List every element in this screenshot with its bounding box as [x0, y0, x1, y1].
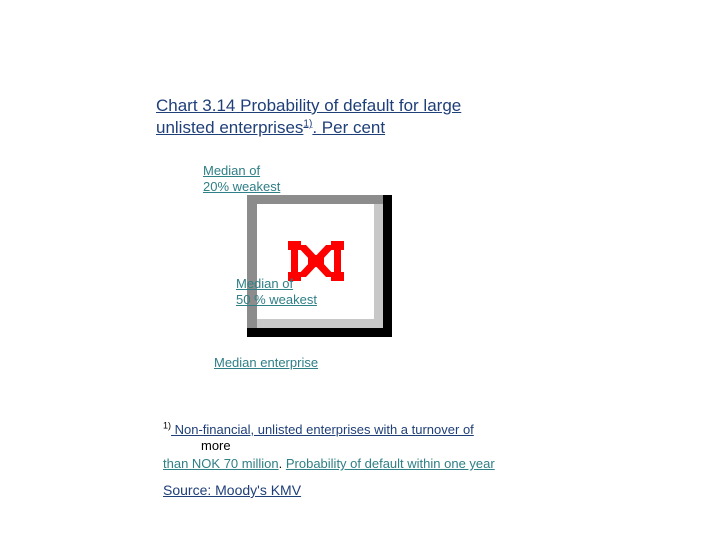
title-footnote-marker: 1) [303, 118, 313, 130]
footnote-text-3c: Probability of [285, 456, 362, 471]
chart-title-text-2: unlisted enterprises [156, 118, 304, 137]
chart-title-text-1: Probability of default for large [235, 96, 462, 115]
footnote-line3 [163, 456, 495, 472]
chart-title-line1 [156, 95, 461, 117]
unit-label: Per cent [321, 118, 386, 137]
label-median-50-weakest [236, 276, 317, 308]
title-dot: . [312, 118, 322, 137]
source-note: Source: Moody's KMV [163, 482, 302, 498]
footnote-line2: more [201, 438, 231, 453]
footnote-marker: 1) [163, 420, 172, 431]
label-median-20-weakest [203, 163, 280, 195]
label-50-line2: 50 % weakest [236, 292, 317, 307]
broken-image-x-icon [288, 241, 344, 281]
footnote-line1 [163, 422, 474, 438]
footnote-text-3a: than NOK 70 million [163, 456, 279, 471]
label-50-line1: Median of [236, 276, 294, 291]
footnote-text-3b: . [278, 456, 286, 471]
chart-title [156, 95, 461, 139]
label-20-line2: 20% weakest [203, 179, 281, 194]
label-20-line1: Median of [203, 163, 261, 178]
label-median-enterprise: Median enterprise [214, 355, 319, 370]
footnote-text-3d: default within one year [361, 456, 495, 471]
chart-title-line2 [156, 117, 461, 139]
chart-number: Chart 3.14 [156, 96, 236, 115]
footnote-text-1: Non-financial, unlisted enterprises with a turnover of [171, 422, 474, 437]
